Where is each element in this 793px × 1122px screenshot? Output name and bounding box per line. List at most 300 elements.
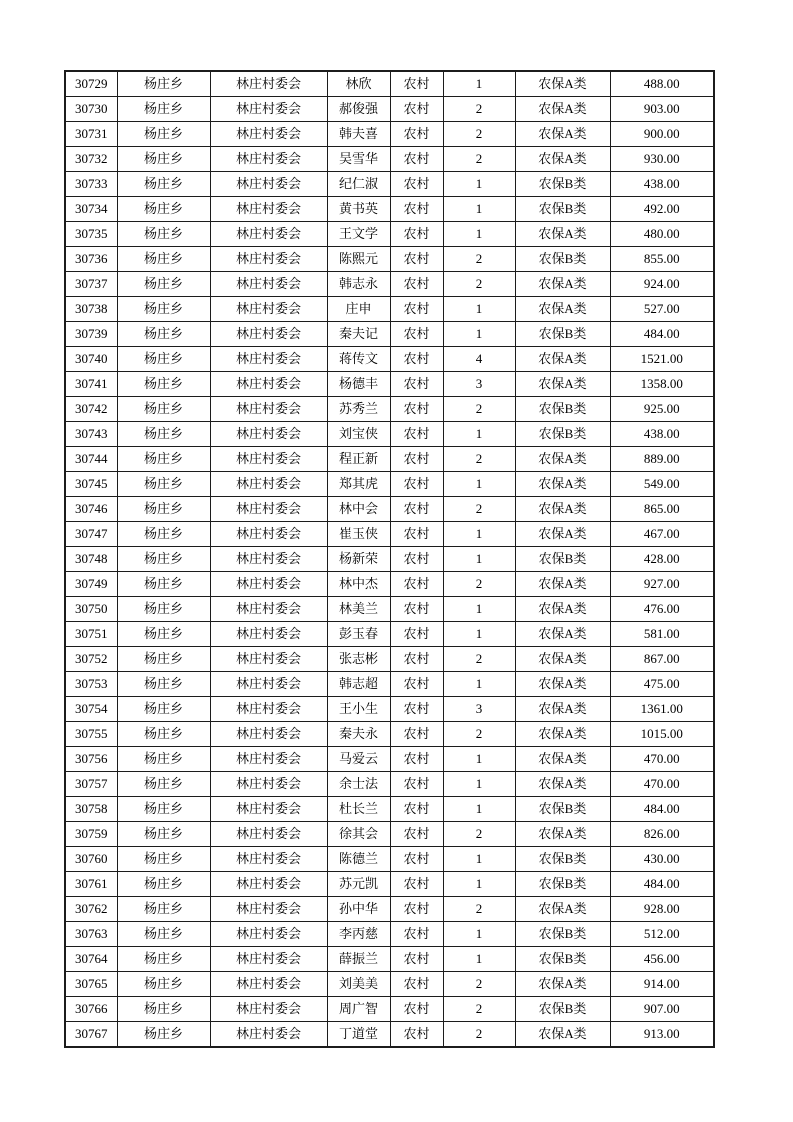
cell-amount: 476.00 xyxy=(610,597,714,622)
cell-person-count: 2 xyxy=(443,147,515,172)
cell-record-id: 30760 xyxy=(65,847,117,872)
cell-record-id: 30731 xyxy=(65,122,117,147)
cell-amount: 927.00 xyxy=(610,572,714,597)
cell-person-count: 1 xyxy=(443,922,515,947)
cell-residence-type: 农村 xyxy=(390,297,443,322)
cell-record-id: 30745 xyxy=(65,472,117,497)
cell-person-count: 1 xyxy=(443,422,515,447)
cell-residence-type: 农村 xyxy=(390,222,443,247)
cell-residence-type: 农村 xyxy=(390,822,443,847)
table-row xyxy=(65,197,714,222)
cell-person-name: 孙中华 xyxy=(327,897,390,922)
cell-record-id: 30733 xyxy=(65,172,117,197)
cell-record-id: 30749 xyxy=(65,572,117,597)
cell-residence-type: 农村 xyxy=(390,122,443,147)
cell-record-id: 30757 xyxy=(65,772,117,797)
cell-village-committee: 林庄村委会 xyxy=(210,622,327,647)
cell-record-id: 30729 xyxy=(65,71,117,97)
cell-person-count: 2 xyxy=(443,897,515,922)
table-row xyxy=(65,222,714,247)
cell-person-count: 2 xyxy=(443,997,515,1022)
cell-township: 杨庄乡 xyxy=(117,572,210,597)
cell-record-id: 30741 xyxy=(65,372,117,397)
cell-person-name: 刘美美 xyxy=(327,972,390,997)
cell-insurance-category: 农保A类 xyxy=(515,297,610,322)
cell-insurance-category: 农保A类 xyxy=(515,747,610,772)
cell-record-id: 30735 xyxy=(65,222,117,247)
cell-amount: 456.00 xyxy=(610,947,714,972)
table-row xyxy=(65,622,714,647)
cell-record-id: 30750 xyxy=(65,597,117,622)
table-body xyxy=(65,71,714,1047)
cell-township: 杨庄乡 xyxy=(117,897,210,922)
cell-township: 杨庄乡 xyxy=(117,322,210,347)
cell-person-count: 2 xyxy=(443,447,515,472)
cell-person-count: 1 xyxy=(443,872,515,897)
table-row xyxy=(65,97,714,122)
cell-person-count: 1 xyxy=(443,172,515,197)
cell-record-id: 30756 xyxy=(65,747,117,772)
cell-person-count: 4 xyxy=(443,347,515,372)
cell-insurance-category: 农保A类 xyxy=(515,71,610,97)
cell-amount: 907.00 xyxy=(610,997,714,1022)
cell-township: 杨庄乡 xyxy=(117,122,210,147)
cell-township: 杨庄乡 xyxy=(117,247,210,272)
cell-residence-type: 农村 xyxy=(390,597,443,622)
cell-person-name: 程正新 xyxy=(327,447,390,472)
cell-person-name: 林中会 xyxy=(327,497,390,522)
cell-village-committee: 林庄村委会 xyxy=(210,372,327,397)
cell-person-count: 1 xyxy=(443,672,515,697)
cell-person-name: 秦夫永 xyxy=(327,722,390,747)
cell-person-name: 刘宝侠 xyxy=(327,422,390,447)
cell-amount: 924.00 xyxy=(610,272,714,297)
cell-insurance-category: 农保A类 xyxy=(515,822,610,847)
cell-township: 杨庄乡 xyxy=(117,1022,210,1048)
table-row xyxy=(65,497,714,522)
cell-village-committee: 林庄村委会 xyxy=(210,71,327,97)
cell-village-committee: 林庄村委会 xyxy=(210,897,327,922)
cell-village-committee: 林庄村委会 xyxy=(210,247,327,272)
cell-village-committee: 林庄村委会 xyxy=(210,197,327,222)
cell-person-count: 1 xyxy=(443,597,515,622)
cell-person-name: 王文学 xyxy=(327,222,390,247)
cell-amount: 467.00 xyxy=(610,522,714,547)
table-row xyxy=(65,772,714,797)
cell-insurance-category: 农保A类 xyxy=(515,497,610,522)
cell-village-committee: 林庄村委会 xyxy=(210,472,327,497)
cell-person-name: 蒋传文 xyxy=(327,347,390,372)
cell-residence-type: 农村 xyxy=(390,572,443,597)
cell-amount: 512.00 xyxy=(610,922,714,947)
cell-village-committee: 林庄村委会 xyxy=(210,797,327,822)
cell-residence-type: 农村 xyxy=(390,672,443,697)
table-row xyxy=(65,422,714,447)
table-row xyxy=(65,872,714,897)
cell-residence-type: 农村 xyxy=(390,172,443,197)
cell-insurance-category: 农保B类 xyxy=(515,797,610,822)
cell-person-name: 李丙慈 xyxy=(327,922,390,947)
cell-township: 杨庄乡 xyxy=(117,797,210,822)
cell-person-name: 崔玉侠 xyxy=(327,522,390,547)
cell-person-count: 1 xyxy=(443,472,515,497)
cell-person-count: 2 xyxy=(443,972,515,997)
cell-residence-type: 农村 xyxy=(390,472,443,497)
cell-residence-type: 农村 xyxy=(390,697,443,722)
cell-village-committee: 林庄村委会 xyxy=(210,322,327,347)
cell-village-committee: 林庄村委会 xyxy=(210,697,327,722)
cell-person-name: 余士法 xyxy=(327,772,390,797)
table-row xyxy=(65,597,714,622)
cell-person-count: 1 xyxy=(443,322,515,347)
cell-amount: 925.00 xyxy=(610,397,714,422)
table-row xyxy=(65,947,714,972)
cell-person-count: 2 xyxy=(443,822,515,847)
cell-residence-type: 农村 xyxy=(390,647,443,672)
cell-village-committee: 林庄村委会 xyxy=(210,922,327,947)
cell-amount: 475.00 xyxy=(610,672,714,697)
table-row xyxy=(65,172,714,197)
cell-residence-type: 农村 xyxy=(390,497,443,522)
cell-insurance-category: 农保B类 xyxy=(515,422,610,447)
cell-record-id: 30734 xyxy=(65,197,117,222)
cell-person-count: 1 xyxy=(443,947,515,972)
cell-insurance-category: 农保B类 xyxy=(515,322,610,347)
cell-record-id: 30738 xyxy=(65,297,117,322)
cell-person-count: 1 xyxy=(443,197,515,222)
cell-residence-type: 农村 xyxy=(390,397,443,422)
cell-person-count: 1 xyxy=(443,747,515,772)
cell-person-name: 韩志永 xyxy=(327,272,390,297)
cell-record-id: 30758 xyxy=(65,797,117,822)
cell-township: 杨庄乡 xyxy=(117,71,210,97)
cell-village-committee: 林庄村委会 xyxy=(210,97,327,122)
cell-person-count: 2 xyxy=(443,572,515,597)
cell-person-count: 2 xyxy=(443,497,515,522)
cell-residence-type: 农村 xyxy=(390,422,443,447)
table-row xyxy=(65,397,714,422)
cell-village-committee: 林庄村委会 xyxy=(210,747,327,772)
cell-township: 杨庄乡 xyxy=(117,947,210,972)
cell-person-name: 张志彬 xyxy=(327,647,390,672)
cell-village-committee: 林庄村委会 xyxy=(210,222,327,247)
cell-record-id: 30759 xyxy=(65,822,117,847)
cell-insurance-category: 农保B类 xyxy=(515,172,610,197)
cell-person-name: 庄申 xyxy=(327,297,390,322)
cell-record-id: 30737 xyxy=(65,272,117,297)
cell-amount: 480.00 xyxy=(610,222,714,247)
cell-person-name: 韩夫喜 xyxy=(327,122,390,147)
cell-amount: 1015.00 xyxy=(610,722,714,747)
cell-insurance-category: 农保A类 xyxy=(515,672,610,697)
cell-person-count: 1 xyxy=(443,547,515,572)
cell-person-count: 1 xyxy=(443,222,515,247)
table-row xyxy=(65,972,714,997)
cell-residence-type: 农村 xyxy=(390,972,443,997)
cell-person-name: 吴雪华 xyxy=(327,147,390,172)
cell-person-name: 马爱云 xyxy=(327,747,390,772)
table-row xyxy=(65,647,714,672)
cell-record-id: 30762 xyxy=(65,897,117,922)
cell-person-count: 1 xyxy=(443,71,515,97)
table-row xyxy=(65,372,714,397)
cell-village-committee: 林庄村委会 xyxy=(210,722,327,747)
cell-village-committee: 林庄村委会 xyxy=(210,147,327,172)
cell-township: 杨庄乡 xyxy=(117,222,210,247)
cell-amount: 484.00 xyxy=(610,872,714,897)
cell-person-name: 陈熙元 xyxy=(327,247,390,272)
cell-township: 杨庄乡 xyxy=(117,722,210,747)
cell-insurance-category: 农保A类 xyxy=(515,972,610,997)
cell-village-committee: 林庄村委会 xyxy=(210,597,327,622)
cell-amount: 492.00 xyxy=(610,197,714,222)
cell-amount: 581.00 xyxy=(610,622,714,647)
cell-residence-type: 农村 xyxy=(390,747,443,772)
cell-township: 杨庄乡 xyxy=(117,372,210,397)
cell-insurance-category: 农保A类 xyxy=(515,647,610,672)
cell-person-count: 2 xyxy=(443,122,515,147)
cell-residence-type: 农村 xyxy=(390,997,443,1022)
cell-village-committee: 林庄村委会 xyxy=(210,522,327,547)
cell-residence-type: 农村 xyxy=(390,372,443,397)
cell-township: 杨庄乡 xyxy=(117,997,210,1022)
cell-village-committee: 林庄村委会 xyxy=(210,847,327,872)
cell-person-count: 1 xyxy=(443,297,515,322)
cell-record-id: 30742 xyxy=(65,397,117,422)
cell-township: 杨庄乡 xyxy=(117,272,210,297)
cell-amount: 903.00 xyxy=(610,97,714,122)
cell-township: 杨庄乡 xyxy=(117,672,210,697)
cell-record-id: 30748 xyxy=(65,547,117,572)
cell-amount: 438.00 xyxy=(610,172,714,197)
cell-person-name: 杨新荣 xyxy=(327,547,390,572)
cell-residence-type: 农村 xyxy=(390,1022,443,1048)
table-row xyxy=(65,822,714,847)
cell-village-committee: 林庄村委会 xyxy=(210,672,327,697)
table-row xyxy=(65,297,714,322)
cell-residence-type: 农村 xyxy=(390,71,443,97)
cell-insurance-category: 农保A类 xyxy=(515,522,610,547)
cell-person-name: 丁道堂 xyxy=(327,1022,390,1048)
cell-person-name: 郝俊强 xyxy=(327,97,390,122)
cell-insurance-category: 农保B类 xyxy=(515,547,610,572)
cell-person-name: 彭玉春 xyxy=(327,622,390,647)
cell-record-id: 30743 xyxy=(65,422,117,447)
cell-record-id: 30767 xyxy=(65,1022,117,1048)
table-row xyxy=(65,347,714,372)
cell-township: 杨庄乡 xyxy=(117,922,210,947)
cell-township: 杨庄乡 xyxy=(117,872,210,897)
cell-insurance-category: 农保B类 xyxy=(515,997,610,1022)
cell-person-count: 1 xyxy=(443,797,515,822)
cell-record-id: 30754 xyxy=(65,697,117,722)
cell-insurance-category: 农保A类 xyxy=(515,97,610,122)
cell-record-id: 30765 xyxy=(65,972,117,997)
cell-village-committee: 林庄村委会 xyxy=(210,122,327,147)
cell-amount: 900.00 xyxy=(610,122,714,147)
cell-residence-type: 农村 xyxy=(390,847,443,872)
cell-person-name: 林中杰 xyxy=(327,572,390,597)
table-row xyxy=(65,922,714,947)
cell-township: 杨庄乡 xyxy=(117,622,210,647)
cell-insurance-category: 农保B类 xyxy=(515,847,610,872)
cell-residence-type: 农村 xyxy=(390,322,443,347)
table-row xyxy=(65,547,714,572)
cell-amount: 428.00 xyxy=(610,547,714,572)
cell-township: 杨庄乡 xyxy=(117,647,210,672)
cell-person-name: 林欣 xyxy=(327,71,390,97)
cell-insurance-category: 农保A类 xyxy=(515,897,610,922)
cell-person-name: 周广智 xyxy=(327,997,390,1022)
table-row xyxy=(65,247,714,272)
cell-insurance-category: 农保B类 xyxy=(515,872,610,897)
cell-person-name: 陈德兰 xyxy=(327,847,390,872)
cell-township: 杨庄乡 xyxy=(117,197,210,222)
cell-amount: 438.00 xyxy=(610,422,714,447)
cell-township: 杨庄乡 xyxy=(117,847,210,872)
cell-insurance-category: 农保A类 xyxy=(515,272,610,297)
cell-record-id: 30751 xyxy=(65,622,117,647)
cell-residence-type: 农村 xyxy=(390,622,443,647)
cell-insurance-category: 农保A类 xyxy=(515,722,610,747)
cell-residence-type: 农村 xyxy=(390,272,443,297)
cell-person-name: 林美兰 xyxy=(327,597,390,622)
cell-person-name: 苏秀兰 xyxy=(327,397,390,422)
table-row xyxy=(65,272,714,297)
cell-record-id: 30740 xyxy=(65,347,117,372)
cell-village-committee: 林庄村委会 xyxy=(210,297,327,322)
cell-person-name: 黄书英 xyxy=(327,197,390,222)
cell-record-id: 30752 xyxy=(65,647,117,672)
cell-person-count: 2 xyxy=(443,647,515,672)
cell-record-id: 30764 xyxy=(65,947,117,972)
cell-amount: 855.00 xyxy=(610,247,714,272)
cell-insurance-category: 农保A类 xyxy=(515,447,610,472)
cell-residence-type: 农村 xyxy=(390,247,443,272)
cell-insurance-category: 农保A类 xyxy=(515,347,610,372)
cell-person-name: 秦夫记 xyxy=(327,322,390,347)
cell-person-name: 杨德丰 xyxy=(327,372,390,397)
cell-township: 杨庄乡 xyxy=(117,522,210,547)
cell-person-count: 1 xyxy=(443,622,515,647)
cell-village-committee: 林庄村委会 xyxy=(210,772,327,797)
cell-person-count: 2 xyxy=(443,97,515,122)
cell-person-count: 1 xyxy=(443,522,515,547)
cell-amount: 914.00 xyxy=(610,972,714,997)
cell-village-committee: 林庄村委会 xyxy=(210,1022,327,1048)
cell-village-committee: 林庄村委会 xyxy=(210,347,327,372)
cell-residence-type: 农村 xyxy=(390,922,443,947)
cell-residence-type: 农村 xyxy=(390,722,443,747)
table-row xyxy=(65,572,714,597)
cell-village-committee: 林庄村委会 xyxy=(210,947,327,972)
cell-amount: 867.00 xyxy=(610,647,714,672)
cell-insurance-category: 农保B类 xyxy=(515,197,610,222)
cell-township: 杨庄乡 xyxy=(117,822,210,847)
table-row xyxy=(65,697,714,722)
cell-record-id: 30755 xyxy=(65,722,117,747)
cell-village-committee: 林庄村委会 xyxy=(210,447,327,472)
cell-village-committee: 林庄村委会 xyxy=(210,272,327,297)
cell-village-committee: 林庄村委会 xyxy=(210,547,327,572)
cell-township: 杨庄乡 xyxy=(117,422,210,447)
cell-amount: 826.00 xyxy=(610,822,714,847)
cell-insurance-category: 农保A类 xyxy=(515,597,610,622)
cell-township: 杨庄乡 xyxy=(117,147,210,172)
cell-township: 杨庄乡 xyxy=(117,397,210,422)
cell-village-committee: 林庄村委会 xyxy=(210,172,327,197)
cell-amount: 484.00 xyxy=(610,797,714,822)
cell-insurance-category: 农保A类 xyxy=(515,147,610,172)
cell-township: 杨庄乡 xyxy=(117,597,210,622)
cell-insurance-category: 农保A类 xyxy=(515,572,610,597)
cell-township: 杨庄乡 xyxy=(117,697,210,722)
table-row xyxy=(65,672,714,697)
cell-record-id: 30732 xyxy=(65,147,117,172)
cell-insurance-category: 农保A类 xyxy=(515,472,610,497)
cell-village-committee: 林庄村委会 xyxy=(210,997,327,1022)
cell-record-id: 30746 xyxy=(65,497,117,522)
cell-amount: 913.00 xyxy=(610,1022,714,1048)
cell-township: 杨庄乡 xyxy=(117,347,210,372)
cell-insurance-category: 农保B类 xyxy=(515,947,610,972)
cell-person-count: 2 xyxy=(443,1022,515,1048)
cell-person-count: 3 xyxy=(443,697,515,722)
table-row xyxy=(65,847,714,872)
cell-village-committee: 林庄村委会 xyxy=(210,972,327,997)
cell-township: 杨庄乡 xyxy=(117,472,210,497)
cell-township: 杨庄乡 xyxy=(117,747,210,772)
cell-amount: 865.00 xyxy=(610,497,714,522)
cell-person-count: 1 xyxy=(443,847,515,872)
cell-township: 杨庄乡 xyxy=(117,547,210,572)
cell-residence-type: 农村 xyxy=(390,197,443,222)
cell-amount: 488.00 xyxy=(610,71,714,97)
cell-person-count: 1 xyxy=(443,772,515,797)
cell-township: 杨庄乡 xyxy=(117,97,210,122)
cell-insurance-category: 农保B类 xyxy=(515,922,610,947)
cell-record-id: 30744 xyxy=(65,447,117,472)
cell-residence-type: 农村 xyxy=(390,897,443,922)
cell-person-name: 徐其会 xyxy=(327,822,390,847)
cell-person-count: 2 xyxy=(443,272,515,297)
table-row xyxy=(65,447,714,472)
cell-amount: 1358.00 xyxy=(610,372,714,397)
cell-residence-type: 农村 xyxy=(390,797,443,822)
cell-person-name: 王小生 xyxy=(327,697,390,722)
cell-residence-type: 农村 xyxy=(390,147,443,172)
cell-amount: 527.00 xyxy=(610,297,714,322)
cell-residence-type: 农村 xyxy=(390,522,443,547)
table-row xyxy=(65,897,714,922)
cell-township: 杨庄乡 xyxy=(117,497,210,522)
cell-amount: 1361.00 xyxy=(610,697,714,722)
cell-person-count: 3 xyxy=(443,372,515,397)
cell-village-committee: 林庄村委会 xyxy=(210,422,327,447)
cell-insurance-category: 农保B类 xyxy=(515,397,610,422)
table-row xyxy=(65,1022,714,1048)
cell-record-id: 30753 xyxy=(65,672,117,697)
cell-person-name: 杜长兰 xyxy=(327,797,390,822)
cell-village-committee: 林庄村委会 xyxy=(210,872,327,897)
cell-village-committee: 林庄村委会 xyxy=(210,497,327,522)
table-row xyxy=(65,322,714,347)
cell-amount: 1521.00 xyxy=(610,347,714,372)
table-row xyxy=(65,797,714,822)
table-row xyxy=(65,522,714,547)
cell-amount: 470.00 xyxy=(610,747,714,772)
cell-township: 杨庄乡 xyxy=(117,972,210,997)
